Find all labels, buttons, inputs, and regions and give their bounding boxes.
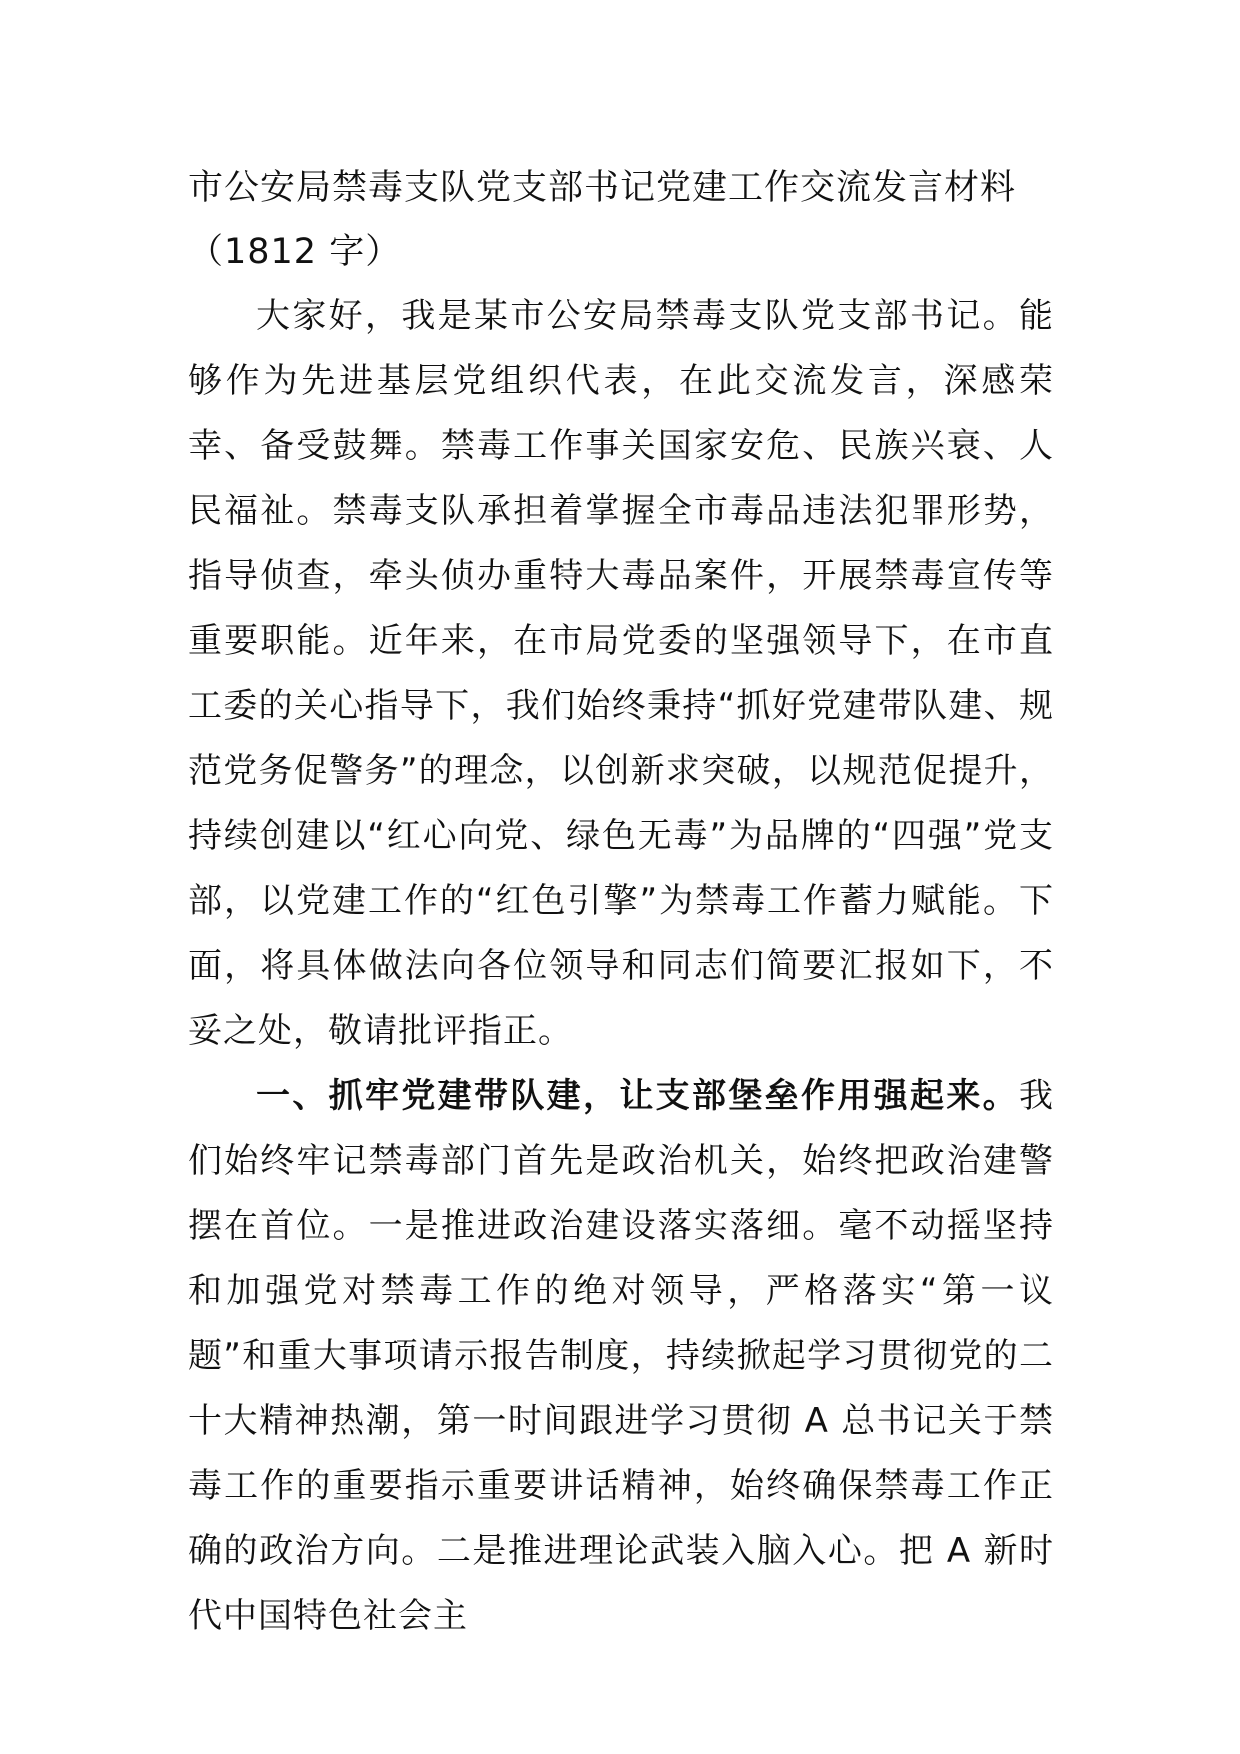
intro-paragraph (188, 284, 1054, 1064)
document-title: 市公安局禁毒支队党支部书记党建工作交流发言材料（1812 字） (188, 168, 1017, 272)
section-one-paragraph (188, 1064, 1054, 1649)
section-one-heading: 一、抓牢党建带队建，让支部堡垒作用强起来。 (256, 1076, 1019, 1116)
intro-paragraph-text: 大家好，我是某市公安局禁毒支队党支部书记。能够作为先进基层党组织代表，在此交流发言，深感荣幸、备受鼓舞。禁毒工作事关国家安危、民族兴衰、人民福祉。禁毒支队承担着掌握全市毒品违法犯罪形势，指导侦查，牵头侦办重特大毒品案件，开展禁毒宣传等重要职能。近年来，在市局党委的坚强领导下，在市直工委的关心指导下，我们始终秉持“抓好党建带队建、规范党务促警务”的理念，以创新求突破，以规范促提升，持续创建以“红心向党、绿色无毒”为品牌的“四强”党支部，以党建工作的“红色引擎”为禁毒工作蓄力赋能。下面，将具体做法向各位领导和同志们简要汇报如下，不妥之处，敬请批评指正。 (188, 296, 1054, 1051)
section-one-text: 我们始终牢记禁毒部门首先是政治机关，始终把政治建警摆在首位。一是推进政治建设落实落细。毫不动摇坚持和加强党对禁毒工作的绝对领导，严格落实“第一议题”和重大事项请示报告制度，持续掀起学习贯彻党的二十大精神热潮，第一时间跟进学习贯彻 A 总书记关于禁毒工作的重要指示重要讲话精神，始终确保禁毒工作正确的政治方向。二是推进理论武装入脑入心。把 A 新时代中国特色社会主 (188, 1076, 1054, 1636)
document-body (188, 156, 1054, 1649)
